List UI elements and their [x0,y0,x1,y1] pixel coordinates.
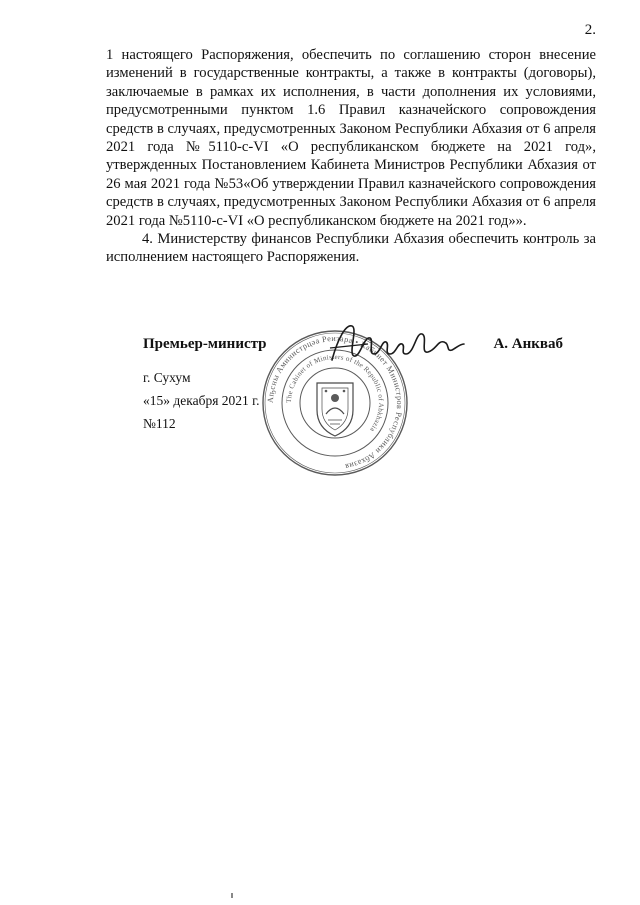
document-body [106,46,596,267]
issue-date: «15» декабря 2021 г. [143,393,260,408]
issue-city: г. Сухум [143,370,191,385]
signer-position: Премьер-министр [143,336,267,352]
signature-block [143,332,563,472]
scan-speck [231,893,233,898]
abkhazia-emblem-icon [317,383,353,436]
paragraph-item-4: 4. Министерству финансов Республики Абхазия обеспечить контроль за исполнением настоящего Распоряжения. [106,231,596,266]
handwritten-signature-icon [328,318,468,368]
signer-name: А. Анкваб [493,336,563,352]
paragraph-continuation: 1 настоящего Распоряжения, обеспечить по соглашению сторон внесение изменений в государственные контракты, а также в контракты (договоры), заключаемые в рамках их исполнения, в части дополнения их условиями, предусмотренными пунктом 1.6 Правил казначейского сопровождения средств в случаях, предусмотренных Законом Республики Абхазия от 6 апреля 2021 года №5110-с-VI «О республиканском бюджете на 2021 год», утвержденных Постановлением Кабинета Министров Республики Абхазия от 26 мая 2021 года №53«Об утверждении Правил казначейского сопровождения средств в случаях, предусмотренных Законом Республики Абхазия от 6 апреля 2021 года №5110-с-VI «О республиканском бюджете на 2021 год»». [106,47,596,229]
page-number: 2. [584,22,596,38]
seal-inner-text: The Cabinet of Ministers of the Republic of Abkhazia [284,352,386,434]
document-number: №112 [143,416,176,431]
seal-outer-text: Аҧсны Аминистрцәа Реизара • Кабинет Министров Республики Абхазия [265,333,405,472]
